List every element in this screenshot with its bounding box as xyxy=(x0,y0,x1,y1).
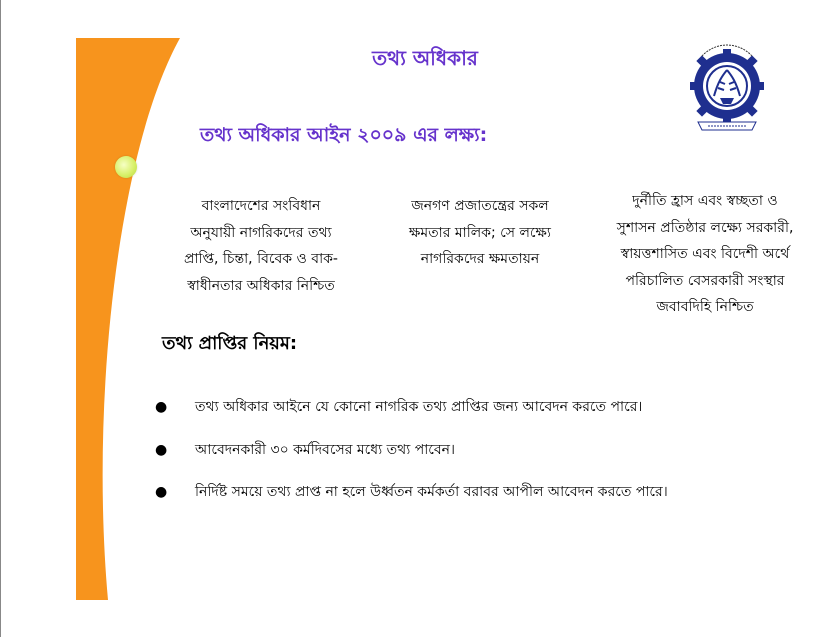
rule-text: আবেদনকারী ৩০ কর্মদিবসের মধ্যে তথ্য পাবেন। xyxy=(195,441,456,458)
objective-line: সুশাসন প্রতিষ্ঠার লক্ষ্যে সরকারী, xyxy=(616,219,794,236)
bullet-icon: ● xyxy=(155,399,168,415)
rules-heading: তথ্য প্রাপ্তির নিয়ম: xyxy=(162,333,298,354)
objective-block-1 xyxy=(160,193,362,299)
rule-text: তথ্য অধিকার আইনে যে কোনো নাগরিক তথ্য প্রাপ্তির জন্য আবেদন করতে পারে। xyxy=(195,399,643,415)
slide-title: তথ্য অধিকার xyxy=(372,46,478,70)
bullet-icon: ● xyxy=(155,484,168,500)
rule-item xyxy=(155,479,795,522)
objective-line: জবাবদিহি নিশ্চিত xyxy=(656,299,754,315)
objective-line: স্বায়ত্তশাসিত এবং বিদেশী অর্থে xyxy=(620,246,790,262)
objective-line: প্রাপ্তি, চিন্তা, বিবেক ও বাক- xyxy=(183,251,338,267)
objective-line: বাংলাদেশের সংবিধান xyxy=(201,198,321,214)
objective-line: দুর্নীতি হ্রাস এবং স্বচ্ছতা ও xyxy=(632,193,778,209)
objective-line: অনুযায়ী নাগরিকদের তথ্য xyxy=(190,224,332,241)
objective-line: নাগরিকদের ক্ষমতায়ন xyxy=(420,251,540,267)
objective-block-2 xyxy=(385,193,575,273)
rule-text: নির্দিষ্ট সময়ে তথ্য প্রাপ্ত না হলে উর্ধ্বতন কর্মকর্তা বরাবর আপীল আবেদন করতে পারে। xyxy=(195,484,668,500)
rule-item xyxy=(155,394,795,437)
objective-line: জনগণ প্রজাতন্ত্রের সকল xyxy=(411,198,549,214)
rule-item xyxy=(155,437,795,480)
objective-block-3 xyxy=(590,188,820,321)
bullet-icon: ● xyxy=(155,441,168,458)
objective-line: পরিচালিত বেসরকারী সংস্থার xyxy=(625,272,785,289)
rules-list xyxy=(155,394,795,522)
green-bubble-icon xyxy=(115,156,137,178)
orange-swoosh-decoration xyxy=(0,0,200,637)
slide-subtitle: তথ্য অধিকার আইন ২০০৯ এর লক্ষ্য: xyxy=(200,124,488,146)
objective-line: স্বাধীনতার অধিকার নিশ্চিত xyxy=(187,277,335,294)
government-gear-emblem-icon xyxy=(684,38,770,134)
objective-line: ক্ষমতার মালিক; সে লক্ষ্যে xyxy=(409,224,551,241)
